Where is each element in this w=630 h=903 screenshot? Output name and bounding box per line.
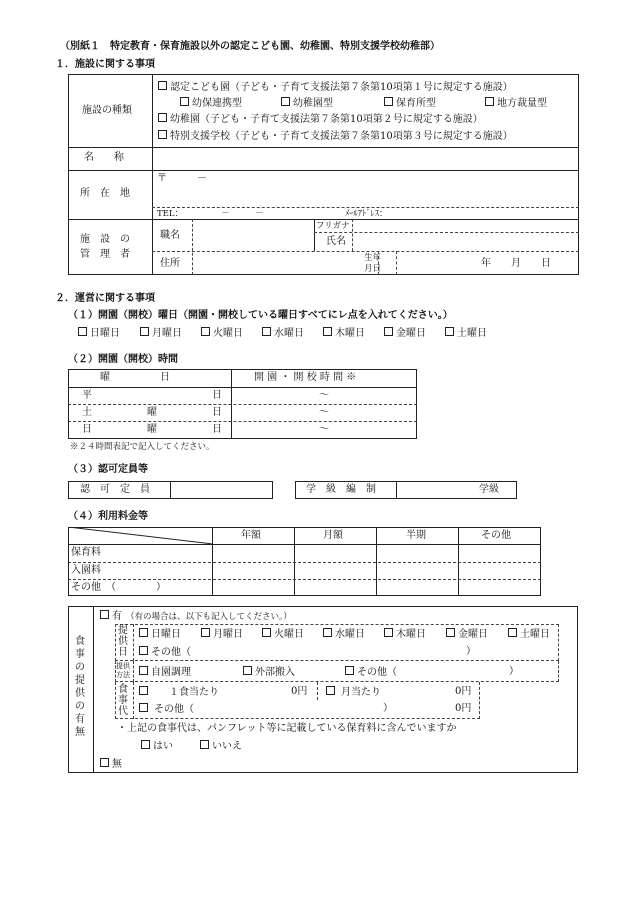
meal-cost-other[interactable]: その他（ <box>139 703 194 716</box>
meal-answer-yes[interactable]: はい <box>141 740 173 753</box>
meal-day-tue[interactable]: 火曜日 <box>262 628 304 641</box>
meal-method-label-2: 方法 <box>116 671 130 679</box>
fee-row-hoikuryo: 保育料 <box>71 547 101 558</box>
address-label: 所 在 地 <box>80 188 130 199</box>
days-heading: （１）開園（開校）曜日（開園・開校している曜日すべてにレ点を入れてください。） <box>68 310 453 321</box>
checkbox[interactable] <box>446 628 455 637</box>
checkbox[interactable] <box>139 703 148 712</box>
option-tokubetsu[interactable]: 特別支援学校（子ども・子育て支援法第７条第10項第３号に規定する施設） <box>158 130 513 143</box>
option-yochien[interactable]: 幼稚園（子ども・子育て支援法第７条第10項第２号に規定する施設） <box>158 113 483 126</box>
open-day-fri[interactable]: 金曜日 <box>384 327 426 340</box>
postal-code[interactable]: 〒 － <box>157 173 207 184</box>
meal-day-wed[interactable]: 水曜日 <box>323 628 365 641</box>
hours-row-sat-b: 日 <box>212 407 222 418</box>
checkbox[interactable] <box>326 686 335 695</box>
facility-type-label: 施設の種類 <box>82 105 132 116</box>
option-yoho-renkei[interactable]: 幼保連携型 <box>180 97 242 110</box>
meal-method-other[interactable]: その他（ <box>345 666 397 679</box>
meal-method-label-1: 提供 <box>116 662 130 670</box>
option-hoikusho-gata[interactable]: 保育所型 <box>384 97 436 110</box>
checkbox[interactable] <box>262 628 271 637</box>
fee-col-other: その他 <box>481 530 511 541</box>
meal-day-other[interactable]: その他（ <box>139 646 191 659</box>
checkbox[interactable] <box>140 327 149 336</box>
checkbox[interactable] <box>384 97 393 106</box>
job-title-label: 職名 <box>160 230 180 241</box>
meal-question: ・上記の食事代は、パンフレット等に記載している保育料に含んでいますか <box>117 723 457 734</box>
hours-row-sun-b: 日 <box>212 424 222 435</box>
checkbox[interactable] <box>180 97 189 106</box>
meal-day-fri[interactable]: 金曜日 <box>446 628 488 641</box>
checkbox[interactable] <box>141 740 150 749</box>
meal-days-label: 提 供 日 <box>118 625 128 658</box>
email-field[interactable]: ﾒｰﾙｱﾄﾞﾚｽ： <box>345 209 388 219</box>
option-kodomoen[interactable]: 認定こども園（子ども・子育て支援法第７条第10項第１号に規定する施設） <box>158 81 513 94</box>
meal-cost-per-meal-yen[interactable]: 0円 <box>291 686 308 697</box>
hours-row-sun-a: 日 <box>82 424 92 435</box>
person-name-label: 氏名 <box>326 236 346 247</box>
open-day-sun[interactable]: 日曜日 <box>78 327 120 340</box>
meal-side-label: 食 事 の 提 供 の 有 無 <box>75 636 85 738</box>
checkbox[interactable] <box>323 628 332 637</box>
birth-value[interactable]: 年 月 日 <box>481 258 551 269</box>
meal-method-outside[interactable]: 外部搬入 <box>243 666 295 679</box>
checkbox[interactable] <box>384 628 393 637</box>
checkbox[interactable] <box>158 113 167 122</box>
meal-yes-option[interactable]: 有 （有の場合は、以下も記入してください。） <box>100 610 292 623</box>
hours-row-sat-mid: 曜 <box>147 407 157 418</box>
hours-row-sat-sep[interactable]: ～ <box>319 407 329 418</box>
meal-cost-other-close: ） <box>383 703 393 714</box>
tel-field[interactable]: TEL： － － <box>157 209 264 219</box>
manager-label-1: 施 設 の <box>80 234 130 245</box>
hours-col-day: 曜 日 <box>100 372 170 383</box>
hours-row-sun-mid: 曜 <box>147 424 157 435</box>
checkbox[interactable] <box>445 327 454 336</box>
name-label: 名 称 <box>84 152 124 163</box>
meal-none-option[interactable]: 無 <box>100 758 122 771</box>
meal-day-other-close: ） <box>466 646 476 657</box>
hours-row-weekday-sep[interactable]: ～ <box>319 390 329 401</box>
furigana-label: フリガナ <box>316 221 350 231</box>
checkbox[interactable] <box>345 666 354 675</box>
fee-col-half: 半期 <box>406 530 426 541</box>
option-chiho-sairyo[interactable]: 地方裁量型 <box>485 97 547 110</box>
capacity-heading: （３）認可定員等 <box>68 464 148 475</box>
birth-label-1: 生年 <box>364 253 382 263</box>
checkbox[interactable] <box>139 646 148 655</box>
checkbox[interactable] <box>139 686 148 695</box>
fee-table-diagonal <box>68 527 213 544</box>
section-1-heading: １．施設に関する事項 <box>55 59 155 70</box>
hours-heading: （２）開園（開校）時間 <box>68 354 178 365</box>
meal-cost-per-month-yen[interactable]: 0円 <box>455 686 472 697</box>
hours-row-weekday-a: 平 <box>82 390 92 401</box>
meal-day-sun[interactable]: 日曜日 <box>139 628 181 641</box>
meal-cost-other-yen[interactable]: 0円 <box>455 703 472 714</box>
fee-row-other: その他 （ ） <box>71 582 166 593</box>
fee-row-nyuenryo: 入園料 <box>71 565 101 576</box>
meal-cost-label: 食 事 代 <box>118 684 128 717</box>
open-day-thu[interactable]: 木曜日 <box>323 327 365 340</box>
manager-address-label: 住所 <box>160 258 180 269</box>
meal-cost-per-meal[interactable]: １食当たり <box>139 686 219 699</box>
meal-method-other-close: ） <box>509 666 519 677</box>
checkbox[interactable] <box>508 628 517 637</box>
checkbox[interactable] <box>485 97 494 106</box>
classes-label: 学 級 編 制 <box>306 484 376 495</box>
classes-unit: 学級 <box>479 484 499 495</box>
checkbox[interactable] <box>384 327 393 336</box>
fee-col-annual: 年額 <box>241 530 261 541</box>
meal-day-thu[interactable]: 木曜日 <box>384 628 426 641</box>
meal-day-sat[interactable]: 土曜日 <box>508 628 550 641</box>
meal-method-self[interactable]: 自園調理 <box>139 666 191 679</box>
checkbox[interactable] <box>139 666 148 675</box>
manager-label-2: 管 理 者 <box>80 249 130 260</box>
option-yochien-gata[interactable]: 幼稚園型 <box>281 97 333 110</box>
checkbox[interactable] <box>78 327 87 336</box>
checkbox[interactable] <box>262 327 271 336</box>
checkbox[interactable] <box>139 628 148 637</box>
checkbox[interactable] <box>158 81 167 90</box>
checkbox[interactable] <box>100 758 109 767</box>
hours-col-time: 開 園 ・ 開 校 時 間 ※ <box>254 372 357 383</box>
open-day-sat[interactable]: 土曜日 <box>445 327 487 340</box>
hours-row-weekday-b: 日 <box>212 390 222 401</box>
hours-row-sun-sep[interactable]: ～ <box>319 424 329 435</box>
fee-col-monthly: 月額 <box>323 530 343 541</box>
checkbox[interactable] <box>201 628 210 637</box>
capacity-label: 認 可 定 員 <box>80 484 150 495</box>
section-2-heading: ２．運営に関する事項 <box>55 293 155 304</box>
checkbox[interactable] <box>281 97 290 106</box>
checkbox[interactable] <box>200 740 209 749</box>
meal-answer-no[interactable]: いいえ <box>200 740 242 753</box>
fee-heading: （４）利用料金等 <box>68 511 148 522</box>
hours-row-sat-a: 土 <box>82 407 92 418</box>
meal-cost-per-month[interactable]: 月当たり <box>326 686 381 699</box>
checkbox[interactable] <box>243 666 252 675</box>
hours-note: ※２４時間表記で記入してください。 <box>70 442 215 452</box>
checkbox[interactable] <box>323 327 332 336</box>
checkbox[interactable] <box>158 130 167 139</box>
open-day-wed[interactable]: 水曜日 <box>262 327 304 340</box>
page-title: （別紙１ 特定教育・保育施設以外の認定こども園、幼稚園、特別支援学校幼稚部） <box>60 41 440 52</box>
open-day-mon[interactable]: 月曜日 <box>140 327 182 340</box>
checkbox[interactable] <box>201 327 210 336</box>
meal-day-mon[interactable]: 月曜日 <box>201 628 243 641</box>
checkbox[interactable] <box>100 610 109 619</box>
open-day-tue[interactable]: 火曜日 <box>201 327 243 340</box>
birth-label-2: 月日 <box>364 264 382 274</box>
